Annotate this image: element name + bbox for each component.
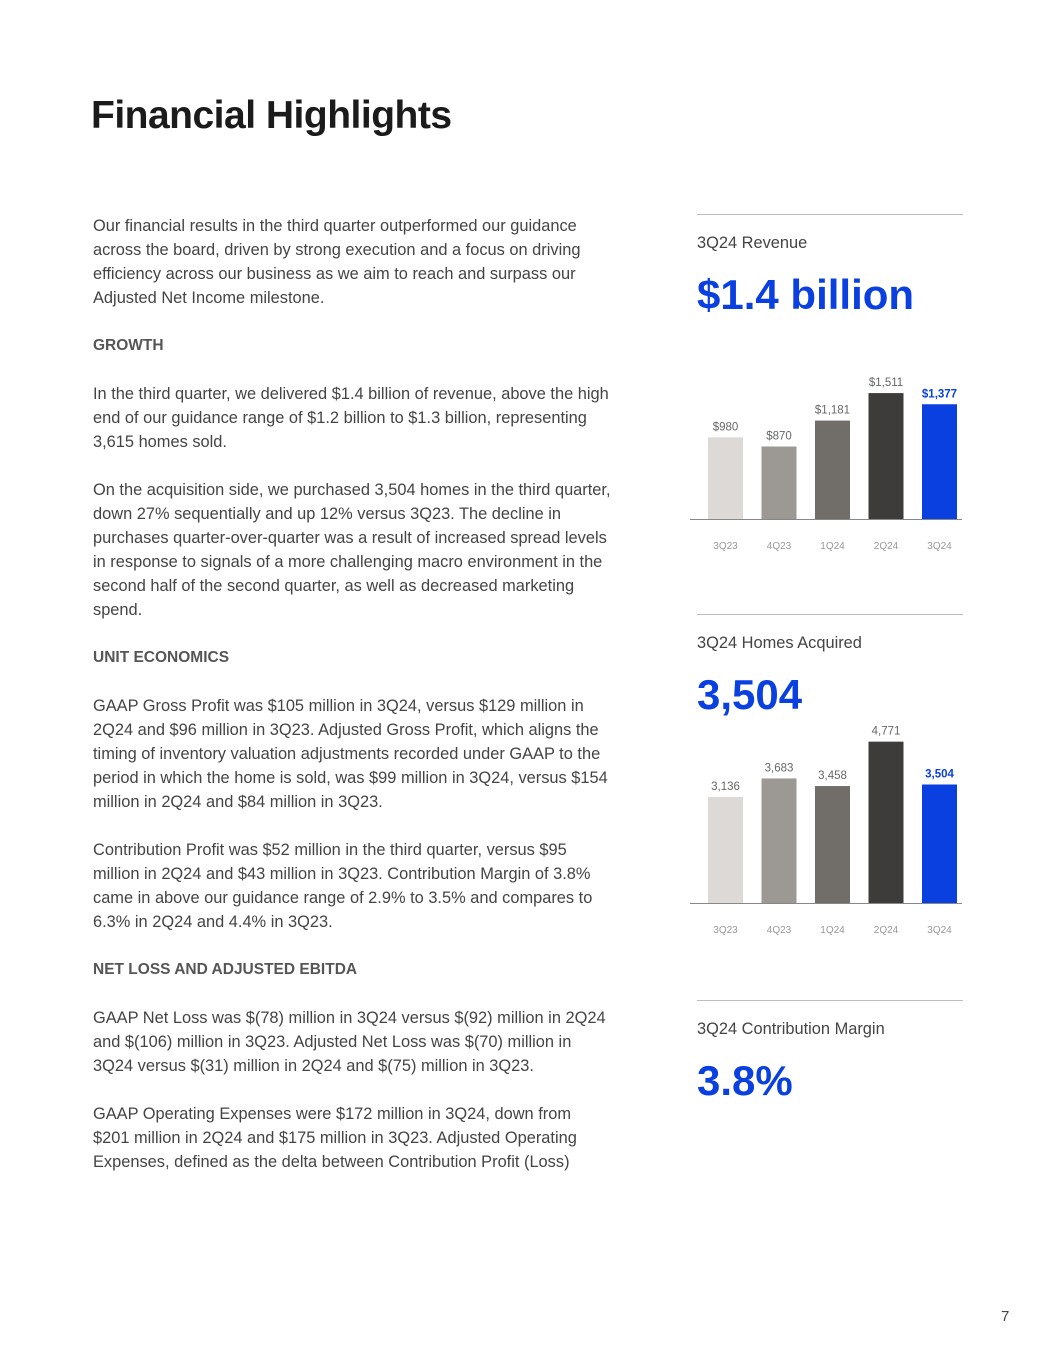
data-label: 3,458	[818, 770, 847, 783]
bar-4q23	[762, 778, 797, 903]
paragraph: Contribution Profit was $52 million in the third quarter, versus $95 million in 2Q24 and $43 million in 3Q23. Contribution Margin of 3.8% came in above our guidance range of 2.9% to 3.5% and compares to 6.3% in 2Q24 and 4.4% in 3Q23.	[93, 841, 593, 931]
bar-2q24	[869, 393, 904, 519]
body-text	[93, 214, 611, 1198]
margin-label: 3Q24 Contribution Margin	[697, 1020, 885, 1038]
margin-card	[697, 1000, 963, 1105]
revenue-chart	[690, 360, 965, 560]
x-tick-label: 2Q24	[873, 925, 899, 936]
x-tick-label: 3Q23	[713, 541, 738, 552]
x-tick-label: 4Q23	[766, 925, 792, 936]
bar-3q24	[922, 404, 957, 519]
paragraph: On the acquisition side, we purchased 3,504 homes in the third quarter, down 27% sequentially and up 12% versus 3Q23. The decline in purchases quarter-over-quarter was a result of increased spread levels in response to signals of a more challenging macro environment in the second half of the second quarter, as well as decreased marketing spend.	[93, 481, 611, 619]
data-label: $1,377	[921, 388, 958, 401]
section-heading: UNIT ECONOMICS	[93, 649, 230, 666]
bar-4q23	[762, 447, 797, 520]
bar-1q24	[815, 786, 850, 903]
x-tick-label: 2Q24	[873, 541, 899, 552]
revenue-label: 3Q24 Revenue	[697, 234, 808, 252]
section-heading: GROWTH	[93, 337, 164, 354]
data-label: $870	[766, 430, 792, 443]
homes-chart	[690, 710, 965, 940]
data-label: 4,771	[871, 725, 901, 738]
homes-value: 3,504	[697, 671, 803, 718]
page-number: 7	[1001, 1308, 1010, 1325]
revenue-card	[697, 214, 963, 319]
x-tick-label: 3Q23	[713, 925, 738, 936]
bar-1q24	[815, 421, 850, 519]
paragraph: Our financial results in the third quarter outperformed our guidance across the board, driven by strong execution and a focus on driving efficiency across our business as we aim to reach and surpass our Adjusted Net Income milestone.	[93, 217, 581, 307]
data-label: $1,181	[814, 404, 851, 417]
x-tick-label: 3Q24	[927, 925, 952, 936]
paragraph: In the third quarter, we delivered $1.4 billion of revenue, above the high end of our guidance range of $1.2 billion to $1.3 billion, representing 3,615 homes sold.	[93, 385, 609, 451]
bar-3q23	[708, 797, 743, 903]
revenue-value: $1.4 billion	[697, 271, 915, 318]
x-tick-label: 3Q24	[927, 541, 952, 552]
bar-3q23	[708, 437, 743, 519]
homes-card	[697, 614, 963, 719]
paragraph: GAAP Gross Profit was $105 million in 3Q24, versus $129 million in 2Q24 and $96 million in 3Q23. Adjusted Gross Profit, which aligns the timing of inventory valuation adjustments recorded under GAAP to the period in which the home is sold, was $99 million in 3Q24, versus $154 million in 2Q24 and $84 million in 3Q23.	[93, 697, 608, 811]
section-heading: NET LOSS AND ADJUSTED EBITDA	[93, 961, 358, 978]
margin-value: 3.8%	[697, 1057, 793, 1104]
bar-2q24	[869, 742, 904, 903]
data-label: 3,504	[925, 768, 954, 781]
paragraph: GAAP Operating Expenses were $172 million in 3Q24, down from $201 million in 2Q24 and $175 million in 3Q23. Adjusted Operating Expenses, defined as the delta between Contribution Profit (Loss)	[93, 1105, 577, 1171]
x-tick-label: 1Q24	[820, 541, 845, 552]
data-label: 3,683	[764, 762, 794, 775]
data-label: $980	[712, 421, 739, 434]
data-label: $1,511	[868, 377, 904, 390]
bar-3q24	[922, 785, 957, 903]
x-tick-label: 1Q24	[820, 925, 845, 936]
paragraph: GAAP Net Loss was $(78) million in 3Q24 versus $(92) million in 2Q24 and $(106) million in 3Q23. Adjusted Net Loss was $(70) million in 3Q24 versus $(31) million in 2Q24 and $(75) million in 3Q23.	[93, 1009, 606, 1075]
page-title: Financial Highlights	[91, 94, 452, 137]
data-label: 3,136	[711, 780, 740, 793]
x-tick-label: 4Q23	[766, 541, 792, 552]
homes-label: 3Q24 Homes Acquired	[697, 634, 862, 652]
